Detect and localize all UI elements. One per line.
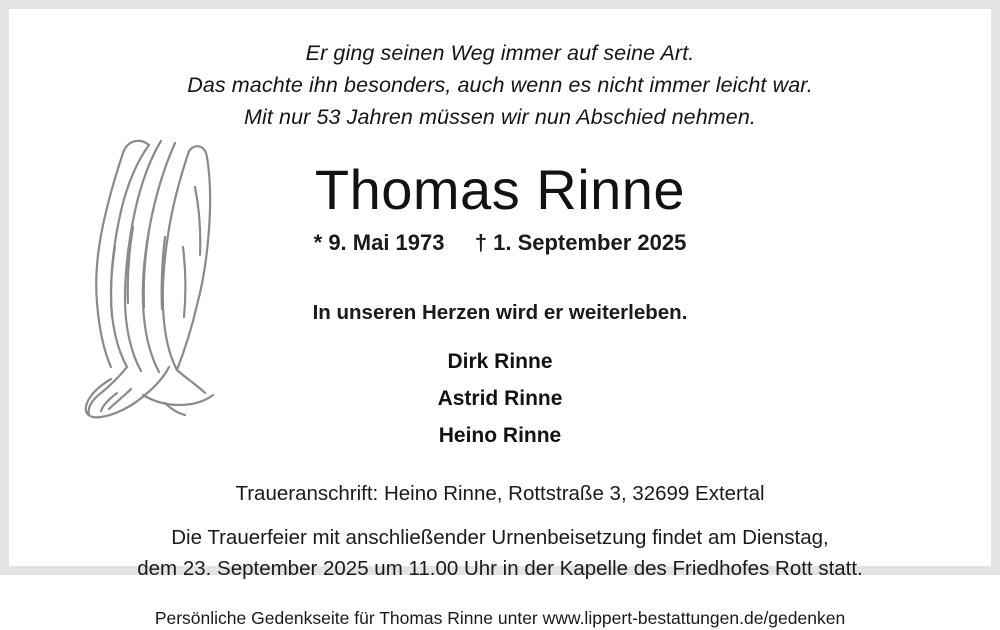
birth-symbol: *: [313, 230, 323, 255]
ceremony-line-2: dem 23. September 2025 um 11.00 Uhr in der Kapelle des Friedhofes Rott statt.: [137, 557, 863, 580]
praying-hands-icon: [53, 127, 233, 417]
mourning-address: Traueranschrift: Heino Rinne, Rottstraße 3, 32699 Extertal: [235, 482, 765, 505]
list-item: Astrid Rinne: [437, 387, 563, 410]
list-item: Dirk Rinne: [447, 350, 553, 373]
ceremony-line-1: Die Trauerfeier mit anschließender Urnenbeisetzung findet am Dienstag,: [171, 526, 829, 549]
verse-line-2: Das machte ihn besonders, auch wenn es nicht immer leicht war.: [187, 73, 813, 97]
verse-line-3: Mit nur 53 Jahren müssen wir nun Abschied nehmen.: [243, 105, 756, 129]
death-date: 1. September 2025: [493, 230, 687, 255]
ceremony-details: [39, 522, 961, 584]
verse-block: [39, 37, 961, 133]
list-item: Heino Rinne: [438, 424, 562, 447]
birth-date: 9. Mai 1973: [328, 230, 445, 255]
deceased-name: Thomas Rinne: [314, 158, 686, 221]
memorial-page-note: Persönliche Gedenkseite für Thomas Rinne unter www.lippert-bestattungen.de/gedenken: [154, 608, 846, 628]
death-symbol: †: [474, 230, 487, 255]
verse-line-1: Er ging seinen Weg immer auf seine Art.: [305, 41, 695, 65]
remembrance-text: In unseren Herzen wird er weiterleben.: [312, 301, 688, 324]
obituary-content: [9, 9, 991, 628]
